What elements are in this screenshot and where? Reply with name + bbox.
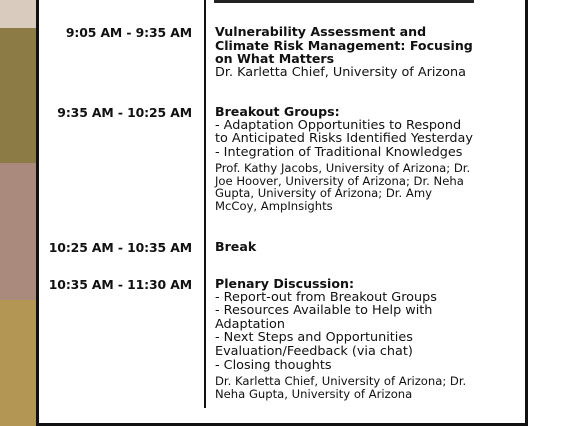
session-title-line: Break [215,239,257,254]
session-title-line: Breakout Groups: [215,104,340,119]
speaker-line: Joe Hoover, University of Arizona; Dr. Neha [215,173,464,188]
session-time: 10:25 AM - 10:35 AM [48,240,192,255]
session-title-line: Plenary Discussion: [215,276,355,291]
session-speaker-line: Dr. Karletta Chief, University of Arizona [215,64,466,80]
session-item: Adaptation [215,316,285,332]
session-speakers [215,375,520,400]
speaker-line: Gupta, University of Arizona; Dr. Amy [215,186,432,201]
session-item: - Closing thoughts [215,357,332,373]
cut-off-text-line [214,0,474,3]
color-band-4 [0,300,36,426]
session-item: - Next Steps and Opportunities [215,330,413,346]
speaker-line: Dr. Karletta Chief, University of Arizona; Dr. [215,374,467,389]
right-margin [528,0,568,426]
session-block [215,25,520,79]
color-band-3 [0,163,36,300]
session-title-line: on What Matters [215,51,335,67]
session-time: 9:05 AM - 9:35 AM [65,25,192,40]
session-block [215,105,520,212]
speaker-line: McCoy, AmpInsights [215,198,333,213]
session-title-line: Vulnerability Assessment and [215,24,427,39]
session-title-line: Climate Risk Management: Focusing [215,37,473,53]
session-item: - Adaptation Opportunities to Respond [215,117,462,133]
color-band-2 [0,28,36,163]
session-item: - Integration of Traditional Knowledges [215,144,463,160]
session-time: 9:35 AM - 10:25 AM [57,105,192,120]
session-time: 10:35 AM - 11:30 AM [48,277,192,292]
speaker-line: Prof. Kathy Jacobs, University of Arizona; Dr. [215,161,471,176]
time-column-divider [204,0,206,408]
session-item: - Resources Available to Help with [215,303,433,319]
session-block [215,240,520,254]
session-item: to Anticipated Risks Identified Yesterday [215,131,473,147]
color-band-1 [0,0,36,28]
speaker-line: Neha Gupta, University of Arizona [215,386,413,401]
session-item: Evaluation/Feedback (via chat) [215,343,413,359]
session-block [215,277,520,400]
session-speakers [215,162,520,212]
session-item: - Report-out from Breakout Groups [215,289,437,305]
